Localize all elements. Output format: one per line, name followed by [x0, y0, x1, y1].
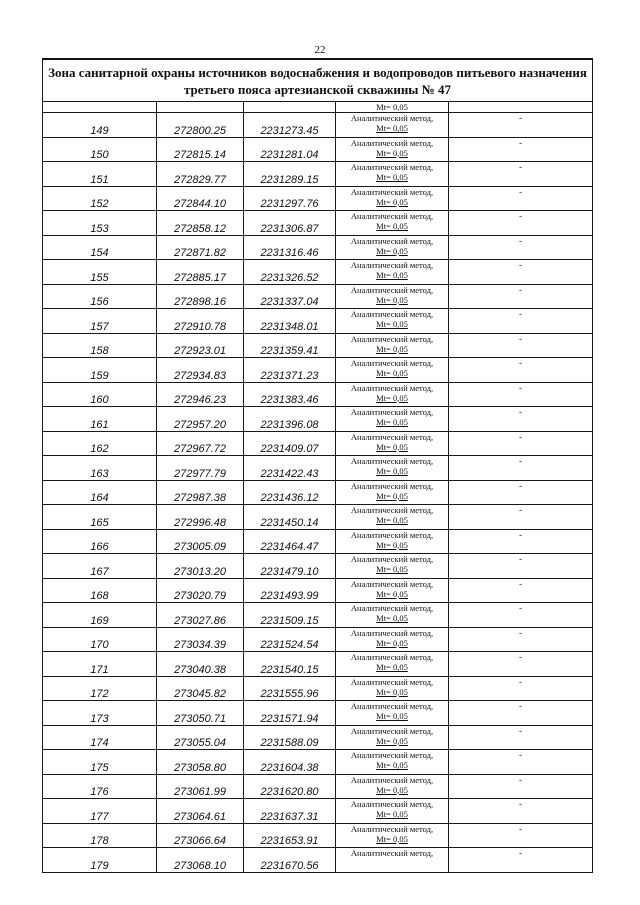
- method-name: Аналитический метод,: [350, 211, 434, 221]
- cell-x: 273050.71: [157, 701, 244, 726]
- cell-x: 272898.16: [157, 284, 244, 309]
- cell-y: 2231670.56: [244, 848, 336, 873]
- cell-y: 2231289.15: [244, 162, 336, 187]
- cell-error: -: [449, 235, 593, 260]
- cell-method: [336, 725, 449, 750]
- method-error: Mt= 0,05: [376, 809, 408, 819]
- cell-y: 2231604.38: [244, 750, 336, 775]
- cell-x: 273061.99: [157, 774, 244, 799]
- method-error: Mt= 0,05: [376, 196, 408, 207]
- table-row: [43, 725, 593, 750]
- method-error: Mt= 0,05: [376, 392, 408, 403]
- method-name: Аналитический метод,: [350, 725, 434, 736]
- cell-method: [336, 186, 449, 211]
- cell-number: 163: [43, 456, 157, 481]
- method-error: Mt= 0,05: [376, 466, 408, 476]
- cell-method: [336, 848, 449, 873]
- method-error: Mt= 0,05: [376, 686, 408, 697]
- cell-x: 272829.77: [157, 162, 244, 187]
- cell-method: [336, 431, 449, 456]
- table-row: [43, 750, 593, 775]
- table-row: [43, 333, 593, 358]
- cell-error: -: [449, 456, 593, 481]
- table-row: [43, 407, 593, 432]
- cell-y: 2231396.08: [244, 407, 336, 432]
- method-error: Mt= 0,05: [376, 515, 408, 525]
- method-name: Аналитический метод,: [350, 652, 434, 662]
- title-line-2: третьего пояса артезианской скважины № 47: [184, 81, 452, 97]
- cell-y: 2231571.94: [244, 701, 336, 726]
- cell-number: 176: [43, 774, 157, 799]
- cell-number: 171: [43, 652, 157, 677]
- table-row: [43, 235, 593, 260]
- cell-y: 2231359.41: [244, 333, 336, 358]
- table-row: [43, 505, 593, 530]
- cell-error: -: [449, 407, 593, 432]
- cell-method: [336, 382, 449, 407]
- cell-y: 2231348.01: [244, 309, 336, 334]
- cell-x: 272800.25: [157, 113, 244, 138]
- cell-y: 2231316.46: [244, 235, 336, 260]
- method-error: Mt= 0,05: [376, 490, 408, 501]
- cell-error: -: [449, 162, 593, 187]
- cell-number: 155: [43, 260, 157, 285]
- cell-number: 178: [43, 823, 157, 848]
- cell-method: [336, 603, 449, 628]
- method-error: Mt= 0,05: [376, 368, 408, 378]
- cell-error: -: [449, 848, 593, 873]
- table-row: [43, 358, 593, 383]
- method-error: Mt= 0,05: [376, 711, 408, 721]
- cell-y: 2231337.04: [244, 284, 336, 309]
- cell-x: 273040.38: [157, 652, 244, 677]
- method-error: Mt= 0,05: [376, 294, 408, 305]
- cell-number: 161: [43, 407, 157, 432]
- cell-y: 2231326.52: [244, 260, 336, 285]
- cell-y: 2231524.54: [244, 627, 336, 652]
- method-error: Mt= 0,05: [376, 564, 408, 574]
- cell-y: 2231479.10: [244, 554, 336, 579]
- method-error: Mt= 0,05: [376, 662, 408, 672]
- method-name: Аналитический метод,: [350, 799, 434, 809]
- cell-method: [336, 774, 449, 799]
- cell-method: [336, 823, 449, 848]
- cell-error: -: [449, 309, 593, 334]
- cell-method: [336, 309, 449, 334]
- method-name: Аналитический метод,: [350, 480, 434, 491]
- title-line-1: Зона санитарной охраны источников водоснабжения и водопроводов питьевого назначения: [48, 64, 587, 80]
- cell-error: -: [449, 554, 593, 579]
- cell-number: 166: [43, 529, 157, 554]
- cell-y: 2231450.14: [244, 505, 336, 530]
- cell-y: 2231383.46: [244, 382, 336, 407]
- cell-y: 2231540.15: [244, 652, 336, 677]
- cell-method: [336, 113, 449, 138]
- method-error: Mt= 0,05: [376, 735, 408, 746]
- method-name: Аналитический метод,: [350, 823, 434, 834]
- cell-method: [336, 676, 449, 701]
- method-name: Аналитический метод,: [350, 309, 434, 319]
- table-row: [43, 701, 593, 726]
- cell-error: -: [449, 627, 593, 652]
- cell-number: 162: [43, 431, 157, 456]
- cell-method: [336, 235, 449, 260]
- cell-error: -: [449, 284, 593, 309]
- cell-method: [336, 358, 449, 383]
- cell-error: -: [449, 333, 593, 358]
- cell-error: -: [449, 358, 593, 383]
- cell-x: 272815.14: [157, 137, 244, 162]
- cell-number: 150: [43, 137, 157, 162]
- method-name: Аналитический метод,: [350, 774, 434, 785]
- cell-x: 272967.72: [157, 431, 244, 456]
- method-error: Mt= 0,05: [376, 441, 408, 452]
- method-name: Аналитический метод,: [350, 284, 434, 295]
- method-error: Mt= 0,05: [376, 588, 408, 599]
- cell-x: 272987.38: [157, 480, 244, 505]
- table-row: [43, 578, 593, 603]
- cell-y: 2231436.12: [244, 480, 336, 505]
- cell-number: 158: [43, 333, 157, 358]
- cell-method: [336, 554, 449, 579]
- cell-number: 154: [43, 235, 157, 260]
- table-row: [43, 480, 593, 505]
- cell-method: [336, 799, 449, 824]
- cell-method: [336, 750, 449, 775]
- cell-x: [157, 102, 244, 113]
- method-name: Аналитический метод,: [350, 676, 434, 687]
- table-title: [43, 59, 593, 102]
- cell-method: [336, 578, 449, 603]
- cell-error: -: [449, 113, 593, 138]
- cell-y: 2231371.23: [244, 358, 336, 383]
- method-name: Аналитический метод,: [350, 382, 434, 393]
- title-row: [43, 59, 593, 102]
- cell-number: 179: [43, 848, 157, 873]
- table-row: [43, 431, 593, 456]
- table-row: [43, 113, 593, 138]
- method-name: Аналитический метод,: [350, 701, 434, 711]
- cell-error: -: [449, 676, 593, 701]
- cell-method: [336, 529, 449, 554]
- table-row: [43, 137, 593, 162]
- method-name: Аналитический метод,: [350, 848, 434, 858]
- cell-method: [336, 407, 449, 432]
- method-name: Аналитический метод,: [350, 162, 434, 172]
- cell-y: 2231422.43: [244, 456, 336, 481]
- cell-error: -: [449, 603, 593, 628]
- cell-number: 174: [43, 725, 157, 750]
- cell-error: -: [449, 725, 593, 750]
- cell-method: [336, 162, 449, 187]
- table-row: [43, 162, 593, 187]
- method-error: Mt= 0,05: [376, 417, 408, 427]
- cell-x: 273020.79: [157, 578, 244, 603]
- method-error: Mt= 0,05: [376, 172, 408, 182]
- cell-y: 2231653.91: [244, 823, 336, 848]
- method-name: Аналитический метод,: [350, 260, 434, 270]
- method-name: Аналитический метод,: [350, 456, 434, 466]
- cell-number: 169: [43, 603, 157, 628]
- table-row: [43, 554, 593, 579]
- method-error: Mt= 0,05: [376, 784, 408, 795]
- cell-x: 272910.78: [157, 309, 244, 334]
- cell-x: 272844.10: [157, 186, 244, 211]
- method-error: Mt= 0,05: [376, 343, 408, 354]
- method-error: Mt= 0,05: [376, 245, 408, 256]
- cell-y: 2231588.09: [244, 725, 336, 750]
- method-name: Аналитический метод,: [350, 113, 434, 123]
- method-error: Mt= 0,05: [376, 760, 408, 770]
- cell-x: 273058.80: [157, 750, 244, 775]
- table-row: [43, 260, 593, 285]
- table-row: [43, 627, 593, 652]
- cell-number: 157: [43, 309, 157, 334]
- cell-x: 272996.48: [157, 505, 244, 530]
- cell-y: 2231409.07: [244, 431, 336, 456]
- cell-y: 2231273.45: [244, 113, 336, 138]
- cell-number: 172: [43, 676, 157, 701]
- cell-number: 160: [43, 382, 157, 407]
- cell-x: 273068.10: [157, 848, 244, 873]
- cell-method: [336, 701, 449, 726]
- method-name: Аналитический метод,: [350, 235, 434, 246]
- cell-x: 273027.86: [157, 603, 244, 628]
- cell-number: 175: [43, 750, 157, 775]
- cell-x: 272957.20: [157, 407, 244, 432]
- cell-method: [336, 652, 449, 677]
- cell-x: 273034.39: [157, 627, 244, 652]
- cell-number: 177: [43, 799, 157, 824]
- method-error: Mt= 0,05: [376, 270, 408, 280]
- cell-x: 272858.12: [157, 211, 244, 236]
- cell-number: 164: [43, 480, 157, 505]
- cell-method: [336, 333, 449, 358]
- cell-number: 153: [43, 211, 157, 236]
- cell-error: -: [449, 774, 593, 799]
- table-row: [43, 186, 593, 211]
- cell-error: -: [449, 750, 593, 775]
- cell-x: 273055.04: [157, 725, 244, 750]
- cell-error: -: [449, 431, 593, 456]
- cell-y: 2231620.80: [244, 774, 336, 799]
- cell-x: 273066.64: [157, 823, 244, 848]
- cell-number: 156: [43, 284, 157, 309]
- cell-method: [336, 284, 449, 309]
- cell-method: [336, 102, 449, 113]
- method-error: Mt= 0,05: [376, 613, 408, 623]
- cell-y: 2231637.31: [244, 799, 336, 824]
- cell-x: 272946.23: [157, 382, 244, 407]
- method-error: Mt= 0,05: [376, 539, 408, 550]
- cell-method: [336, 627, 449, 652]
- method-name: Аналитический метод,: [350, 358, 434, 368]
- table-row: [43, 823, 593, 848]
- cell-y: 2231555.96: [244, 676, 336, 701]
- method-error: Mt= 0,05: [376, 637, 408, 648]
- cell-error: -: [449, 382, 593, 407]
- table-row: [43, 603, 593, 628]
- cell-method: [336, 260, 449, 285]
- cell-number: 159: [43, 358, 157, 383]
- method-name: Аналитический метод,: [350, 137, 434, 148]
- method-name: Аналитический метод,: [350, 186, 434, 197]
- table-row: [43, 211, 593, 236]
- table-row: [43, 456, 593, 481]
- cell-number: 168: [43, 578, 157, 603]
- cell-error: -: [449, 701, 593, 726]
- cell-x: 273064.61: [157, 799, 244, 824]
- cell-x: 273045.82: [157, 676, 244, 701]
- cell-x: 272871.82: [157, 235, 244, 260]
- table-row: [43, 676, 593, 701]
- cell-number: 149: [43, 113, 157, 138]
- table-row: [43, 529, 593, 554]
- cell-x: 272934.83: [157, 358, 244, 383]
- method-name: Аналитический метод,: [350, 431, 434, 442]
- cell-number: 151: [43, 162, 157, 187]
- cell-y: 2231464.47: [244, 529, 336, 554]
- cell-method: [336, 480, 449, 505]
- cell-number: 173: [43, 701, 157, 726]
- cell-x: 273013.20: [157, 554, 244, 579]
- method-name: Аналитический метод,: [350, 578, 434, 589]
- table-row: [43, 309, 593, 334]
- cell-error: -: [449, 260, 593, 285]
- continued-row: [43, 102, 593, 113]
- cell-number: 170: [43, 627, 157, 652]
- cell-error: -: [449, 186, 593, 211]
- method-name: Аналитический метод,: [350, 603, 434, 613]
- method-error: Mt= 0,05: [376, 319, 408, 329]
- cell-error: -: [449, 799, 593, 824]
- cell-number: 165: [43, 505, 157, 530]
- cell-error: -: [449, 578, 593, 603]
- cell-error: -: [449, 211, 593, 236]
- cell-error: -: [449, 529, 593, 554]
- table-row: [43, 774, 593, 799]
- table-row: [43, 848, 593, 873]
- cell-number: [43, 102, 157, 113]
- method-name: Аналитический метод,: [350, 333, 434, 344]
- method-error: Mt= 0,05: [376, 123, 408, 133]
- cell-method: [336, 211, 449, 236]
- method-name: Аналитический метод,: [350, 407, 434, 417]
- method-name: Аналитический метод,: [350, 554, 434, 564]
- coordinates-table: [42, 58, 593, 873]
- cell-error: [449, 102, 593, 113]
- cell-error: -: [449, 480, 593, 505]
- method-name: Аналитический метод,: [350, 750, 434, 760]
- cell-error: -: [449, 137, 593, 162]
- method-error: Mt= 0,05: [376, 221, 408, 231]
- cell-y: 2231493.99: [244, 578, 336, 603]
- method-name: Аналитический метод,: [350, 505, 434, 515]
- cell-y: 2231306.87: [244, 211, 336, 236]
- page-number: 22: [314, 44, 326, 56]
- method-error: Mt= 0,05: [376, 102, 408, 112]
- cell-method: [336, 505, 449, 530]
- cell-number: 152: [43, 186, 157, 211]
- method-error: Mt= 0,05: [376, 147, 408, 158]
- table-row: [43, 652, 593, 677]
- table-row: [43, 799, 593, 824]
- cell-y: 2231281.04: [244, 137, 336, 162]
- cell-method: [336, 456, 449, 481]
- cell-method: [336, 137, 449, 162]
- cell-x: 272977.79: [157, 456, 244, 481]
- table-row: [43, 382, 593, 407]
- cell-error: -: [449, 823, 593, 848]
- cell-y: [244, 102, 336, 113]
- cell-x: 272923.01: [157, 333, 244, 358]
- method-name: Аналитический метод,: [350, 627, 434, 638]
- cell-y: 2231297.76: [244, 186, 336, 211]
- cell-error: -: [449, 505, 593, 530]
- method-name: Аналитический метод,: [350, 529, 434, 540]
- cell-x: 273005.09: [157, 529, 244, 554]
- table-row: [43, 284, 593, 309]
- cell-y: 2231509.15: [244, 603, 336, 628]
- cell-number: 167: [43, 554, 157, 579]
- cell-x: 272885.17: [157, 260, 244, 285]
- cell-error: -: [449, 652, 593, 677]
- method-error: Mt= 0,05: [376, 833, 408, 844]
